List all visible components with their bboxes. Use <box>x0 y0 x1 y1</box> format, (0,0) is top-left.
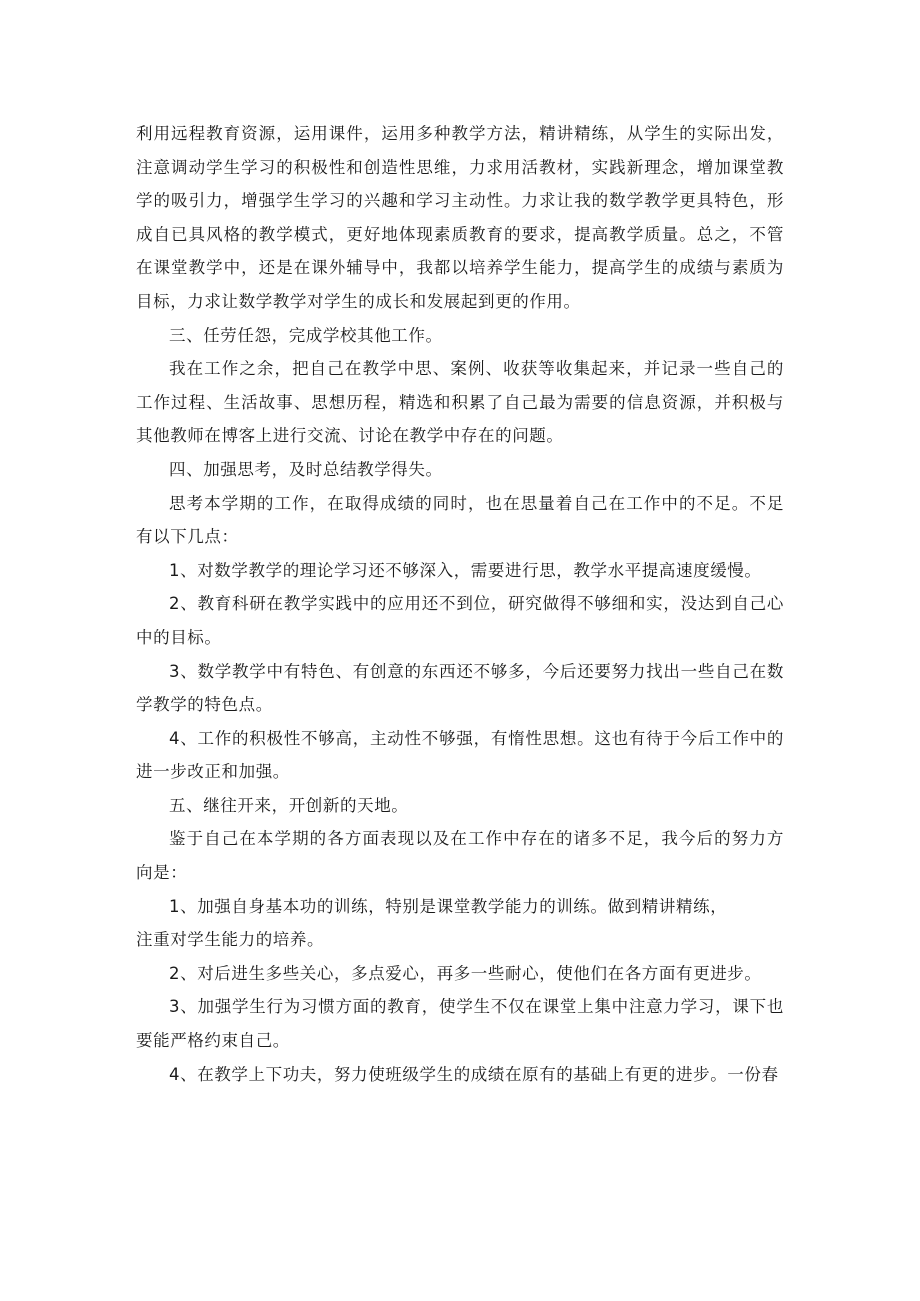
section-heading: 三、任劳任怨，完成学校其他工作。 <box>169 325 443 345</box>
body-paragraph: 思考本学期的工作，在取得成绩的同时，也在思量着自己在工作中的不足。不足有以下几点： <box>136 493 784 547</box>
body-paragraph: 我在工作之余，把自己在教学中思、案例、收获等收集起来，并记录一些自己的工作过程、生活故事、思想历程，精选和积累了自己最为需要的信息资源，并积极与其他教师在博客上进行交流、讨论在教学中存在的问题。 <box>136 359 784 446</box>
list-item: 3、加强学生行为习惯方面的教育，使学生不仅在课堂上集中注意力学习，课下也要能严格约束自己。 <box>136 997 784 1051</box>
body-paragraph: 鉴于自己在本学期的各方面表现以及在工作中存在的诸多不足，我今后的努力方向是： <box>136 829 784 883</box>
document-body <box>136 117 784 1091</box>
list-item: 1、对数学教学的理论学习还不够深入，需要进行思，教学水平提高速度缓慢。 <box>169 560 762 580</box>
body-paragraph: 利用远程教育资源，运用课件，运用多种教学方法，精讲精练，从学生的实际出发，注意调动学生学习的积极性和创造性思维，力求用活教材，实践新理念，增加课堂教学的吸引力，增强学生学习的兴趣和学习主动性。力求让我的数学教学更具特色，形成自已具风格的教学模式，更好地体现素质教育的要求，提高教学质量。总之，不管在课堂教学中，还是在课外辅导中，我都以培养学生能力，提高学生的成绩与素质为目标，力求让数学教学对学生的成长和发展起到更的作用。 <box>136 124 784 311</box>
list-item: 2、教育科研在教学实践中的应用还不到位，研究做得不够细和实，没达到自己心中的目标。 <box>136 594 784 647</box>
list-item: 4、工作的积极性不够高，主动性不够强，有惰性思想。这也有待于今后工作中的进一步改正和加强。 <box>136 728 784 782</box>
list-item: 1、加强自身基本功的训练，特别是课堂教学能力的训练。做到精讲精练， <box>169 896 728 916</box>
list-item: 2、对后进生多些关心，多点爱心，再多一些耐心，使他们在各方面有更进步。 <box>169 963 762 983</box>
section-heading: 五、继往开来，开创新的天地。 <box>169 795 409 815</box>
list-item: 3、数学教学中有特色、有创意的东西还不够多，今后还要努力找出一些自己在数学教学的特色点。 <box>136 661 784 715</box>
list-item: 4、在教学上下功夫，努力使班级学生的成绩在原有的基础上有更的进步。一份春 <box>169 1064 779 1084</box>
list-item-continuation: 注重对学生能力的培养。 <box>136 930 325 950</box>
section-heading: 四、加强思考，及时总结教学得失。 <box>169 459 443 479</box>
